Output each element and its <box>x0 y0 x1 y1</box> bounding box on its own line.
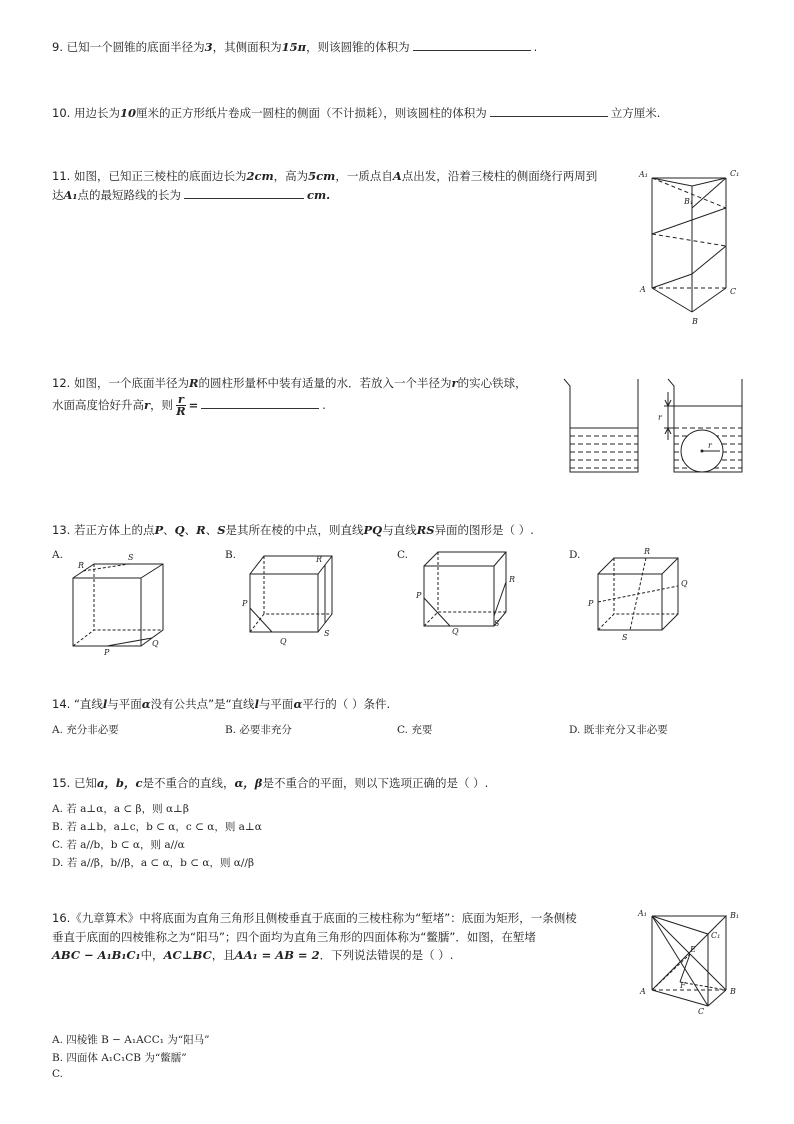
q13-p: P <box>154 523 164 537</box>
label-a: A <box>640 285 646 294</box>
q12-text-b: 的圆柱形量杯中装有适量的水．若放入一个半径为 <box>198 376 452 390</box>
q15-abc: a，b，c <box>96 776 143 790</box>
question-11 <box>52 167 597 186</box>
option-a-q14[interactable]: A. 充分非必要 <box>52 724 119 736</box>
q11-point-a: A <box>392 169 402 183</box>
label-c1: C₁ <box>730 169 740 178</box>
line-rs <box>83 564 129 571</box>
answer-blank-q12[interactable] <box>201 397 319 409</box>
q11-point-a1: A₁ <box>63 188 78 202</box>
option-c-q15[interactable]: C. 若 a//b，b ⊂ α，则 a//α <box>52 839 185 851</box>
question-10 <box>52 104 660 123</box>
q10-text: 10. 用边长为 <box>52 106 120 120</box>
q13-text: 13. 若正方体上的点 <box>52 523 155 537</box>
q11-unit: cm. <box>306 188 331 202</box>
answer-blank-q11[interactable] <box>184 187 304 199</box>
label-q: Q <box>452 627 459 636</box>
q10-text-mid: 厘米的正方形纸片卷成一圆柱的侧面（不计损耗），则该圆柱的体积为 <box>135 106 487 120</box>
q16-text-f: ．下列说法错误的是（ ）. <box>319 948 454 962</box>
beaker-figure-q12 <box>560 376 745 476</box>
label-b1: B₁ <box>684 197 694 206</box>
label-p: P <box>588 599 594 608</box>
q16-equality: AA₁ = AB = 2 <box>234 948 320 962</box>
path-segment-5 <box>692 246 726 274</box>
q12-r: r <box>451 376 458 390</box>
question-16-line3 <box>52 946 453 965</box>
label-p: P <box>104 648 110 657</box>
line-pq <box>107 638 152 646</box>
label-b: B <box>730 987 736 996</box>
q13-rs: RS <box>416 523 435 537</box>
path-segment-3 <box>652 208 726 234</box>
q9-text-suffix: ，则该圆锥的体积为 <box>306 40 410 54</box>
q13-q: Q <box>174 523 185 537</box>
answer-blank-q9[interactable] <box>413 39 531 51</box>
cube-figure-c[interactable] <box>414 550 514 650</box>
q16-prism: ABC − A₁B₁C₁ <box>52 948 141 962</box>
frac-numerator: r <box>177 392 184 406</box>
label-r: R <box>316 555 323 564</box>
q15-text: 15. 已知 <box>52 776 97 790</box>
option-c-q16[interactable]: C. <box>52 1068 63 1080</box>
q15-alpha-beta: α，β <box>234 776 263 790</box>
cube-figure-d[interactable] <box>588 547 688 650</box>
edge-bc <box>692 288 726 312</box>
q16-text-d: ，且 <box>211 948 235 962</box>
question-16-line1: 16.《九章算术》中将底面为直角三角形且侧棱垂直于底面的三棱柱称为“堑堵”：底面为矩形，一条侧棱 <box>52 911 577 925</box>
q14-text-c: 没有公共点”是“直线 <box>150 697 255 711</box>
question-16-line2: 垂直于底面的四棱锥称之为“阳马”；四个面均为直角三角形的四面体称为“鳖臑”．如图，在堑堵 <box>52 930 536 944</box>
q13-r: R <box>196 523 206 537</box>
answer-blank-q10[interactable] <box>490 105 608 117</box>
label-p: P <box>242 599 248 608</box>
label-q: Q <box>681 579 688 588</box>
label-e: E <box>690 945 696 954</box>
line-pq <box>250 608 272 632</box>
q11-text-f: 点的最短路线的长为 <box>77 188 181 202</box>
beaker-left <box>564 379 638 472</box>
q10-suffix: 立方厘米. <box>610 106 661 120</box>
option-c-q14[interactable]: C. 充要 <box>397 724 433 736</box>
label-c: C <box>730 287 737 296</box>
q13-pq: PQ <box>363 523 383 537</box>
q13-text-d: 异面的图形是（ ）. <box>434 523 534 537</box>
frac-denominator: R <box>176 404 186 418</box>
fraction-r-over-R <box>176 394 186 417</box>
label-c: C <box>698 1007 705 1016</box>
q9-area: 15π <box>281 40 307 54</box>
label-a1: A₁ <box>638 909 647 918</box>
q12-text-e: ，则 <box>150 398 174 412</box>
question-12 <box>52 374 527 393</box>
question-13 <box>52 521 534 540</box>
q14-text-e: 平行的（ ）条件. <box>302 697 391 711</box>
cube-figure-b[interactable] <box>240 552 340 652</box>
q13-sep3: 、 <box>205 523 218 537</box>
option-b-q14[interactable]: B. 必要非充分 <box>225 724 292 736</box>
q14-alpha2: α <box>293 697 303 711</box>
q16-text-b: 中， <box>140 948 164 962</box>
line-rs <box>630 558 646 630</box>
q11-text-b: ，高为 <box>273 169 309 183</box>
question-11-line2 <box>52 186 330 205</box>
label-r: R <box>509 575 516 584</box>
label-r: R <box>644 547 651 556</box>
ball-center <box>701 450 704 453</box>
q12-text: 12. 如图，一个底面半径为 <box>52 376 189 390</box>
water-lines-left <box>570 436 638 468</box>
q12-end: . <box>322 398 326 412</box>
label-q: Q <box>280 637 287 646</box>
q13-text-b: 是其所在棱的中点，则直线 <box>225 523 364 537</box>
cube-figure-a[interactable] <box>70 553 170 657</box>
q14-l: l <box>102 697 108 711</box>
option-d-label-q13[interactable]: D. <box>569 549 581 561</box>
option-a-label-q13[interactable]: A. <box>52 549 63 561</box>
q15-text-c: 是不重合的平面，则以下选项正确的是（ ）. <box>262 776 489 790</box>
q11-text-e: 达 <box>52 188 64 202</box>
q11-height: 5cm <box>308 169 336 183</box>
q14-alpha: α <box>141 697 151 711</box>
path-segment-6 <box>652 274 692 288</box>
question-15 <box>52 774 488 793</box>
option-d-q14[interactable]: D. 既非充分又非必要 <box>569 724 668 736</box>
q9-text: 9. 已知一个圆锥的底面半径为 <box>52 40 205 54</box>
edge-ab <box>652 288 692 312</box>
label-q: Q <box>152 639 159 648</box>
option-d-q15[interactable]: D. 若 a//β，b//β，a ⊂ α，b ⊂ α，则 α//β <box>52 857 255 869</box>
option-a-q16[interactable]: A. 四棱锥 B − A₁ACC₁ 为“阳马” <box>52 1034 210 1046</box>
q12-equals: = <box>188 398 199 412</box>
q11-text-d: 点出发，沿着三棱柱的侧面绕行两周到 <box>401 169 598 183</box>
label-b1: B₁ <box>730 911 740 920</box>
q12-r2: r <box>144 398 151 412</box>
q12-text-d: 水面高度恰好升高 <box>52 398 144 412</box>
label-s: S <box>128 553 134 562</box>
option-b-q16[interactable]: B. 四面体 A₁C₁CB 为“鳖臑” <box>52 1052 187 1064</box>
option-c-label-q13[interactable]: C. <box>397 549 408 561</box>
path-segment-4 <box>652 234 726 246</box>
q9-text-mid: ，其侧面积为 <box>212 40 282 54</box>
label-a: A <box>640 987 646 996</box>
q13-text-c: 与直线 <box>382 523 417 537</box>
option-b-q15[interactable]: B. 若 a⊥b，a⊥c，b ⊂ α，c ⊂ α，则 a⊥α <box>52 821 262 833</box>
q16-perp: AC⊥BC <box>163 948 212 962</box>
q14-text: 14. “直线 <box>52 697 103 711</box>
q11-text: 11. 如图，已知正三棱柱的底面边长为 <box>52 169 247 183</box>
q10-side: 10 <box>119 106 136 120</box>
q13-s: S <box>217 523 226 537</box>
label-s: S <box>494 619 500 628</box>
q12-text-c: 的实心铁球， <box>457 376 527 390</box>
prism-figure-q16 <box>636 906 746 1018</box>
label-r: R <box>78 561 85 570</box>
prism-figure-q11 <box>636 166 746 328</box>
label-s: S <box>324 629 330 638</box>
q12-R: R <box>188 376 199 390</box>
q13-sep2: 、 <box>184 523 197 537</box>
q11-edge: 2cm <box>246 169 274 183</box>
prism-top-face <box>652 178 726 186</box>
q13-sep1: 、 <box>163 523 175 537</box>
label-a1: A₁ <box>639 170 648 179</box>
q14-text-d: 与平面 <box>258 697 294 711</box>
q15-text-b: 是不重合的直线， <box>142 776 235 790</box>
label-rise-r: r <box>658 413 662 422</box>
label-ball-r: r <box>708 441 712 450</box>
label-s: S <box>622 633 628 642</box>
label-c1: C₁ <box>711 931 721 940</box>
q9-radius: 3 <box>204 40 213 54</box>
label-f: F <box>680 981 686 990</box>
label-p: P <box>416 591 422 600</box>
option-a-q15[interactable]: A. 若 a⊥α，a ⊂ β，则 α⊥β <box>52 803 189 815</box>
question-14 <box>52 695 390 714</box>
q9-end: . <box>533 40 538 54</box>
question-12-line2 <box>52 394 326 417</box>
q14-l2: l <box>254 697 259 711</box>
q14-text-b: 与平面 <box>107 697 142 711</box>
label-b: B <box>692 317 698 326</box>
option-b-label-q13[interactable]: B. <box>225 549 237 561</box>
question-9 <box>52 38 537 57</box>
line-rs <box>494 582 506 616</box>
q11-text-c: ，一质点自 <box>335 169 393 183</box>
